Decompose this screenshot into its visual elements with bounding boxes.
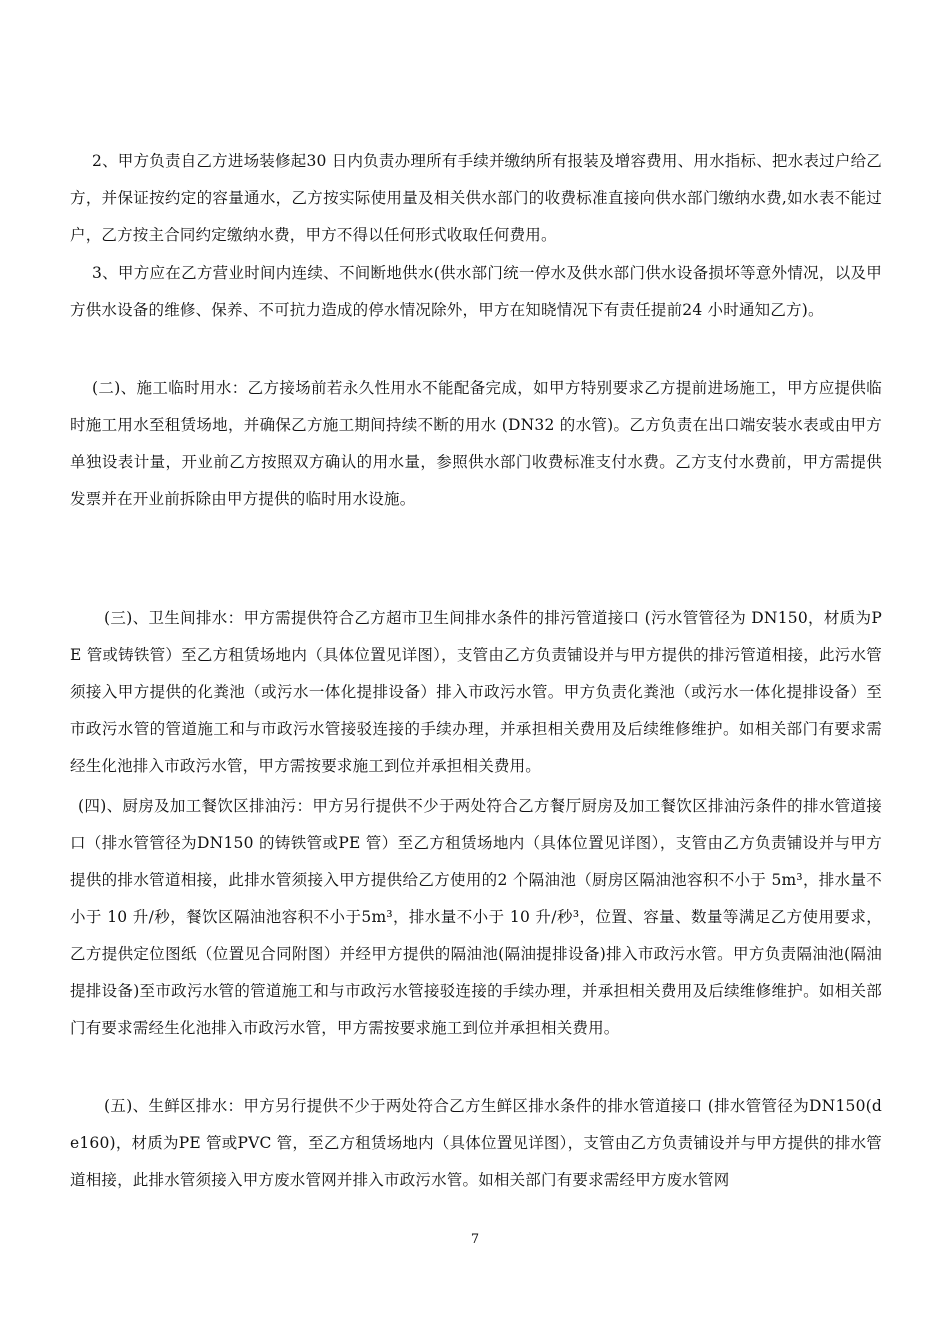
paragraph-continuous-water-supply: 3、甲方应在乙方营业时间内连续、不间断地供水(供水部门统一停水及供水部门供水设备损坏等意外情况，以及甲方供水设备的维修、保养、不可抗力造成的停水情况除外，甲方在知晓情况下有责任提前24 小时通知乙方)。 [70,264,882,319]
paragraph-kitchen-oil-drainage: (四)、厨房及加工餐饮区排油污：甲方另行提供不少于两处符合乙方餐厅厨房及加工餐饮区排油污条件的排水管道接口（排水管管径为DN150 的铸铁管或PE 管）至乙方租赁场地内（具体位置见详图），支管由乙方负责铺设并与甲方提供的排水管道相接，此排水管须接入甲方提供给乙方使用的2 个隔油池（厨房区隔油池容积不小于 5m³，排水量不小于 10 升/秒，餐饮区隔油池容积不小于5m³，排水量不小于 10 升/秒³，位置、容量、数量等满足乙方使用要求，乙方提供定位图纸（位置见合同附图）并经甲方提供的隔油池(隔油提排设备)排入市政污水管。甲方负责隔油池(隔油提排设备)至市政污水管的管道施工和与市政污水管接驳连接的手续办理，并承担相关费用及后续维修维护。如相关部门有要求需经生化池排入市政污水管，甲方需按要求施工到位并承担相关费用。 [70,797,882,1037]
paragraph-temporary-construction-water: (二)、施工临时用水：乙方接场前若永久性用水不能配备完成，如甲方特别要求乙方提前进场施工，甲方应提供临时施工用水至租赁场地，并确保乙方施工期间持续不断的用水 (DN32 的水管)。乙方负责在出口端安装水表或由甲方单独设表计量，开业前乙方按照双方确认的用水量，参照供水部门收费标准支付水费。乙方支付水费前，甲方需提供发票并在开业前拆除由甲方提供的临时用水设施。 [70,379,882,508]
page-number: 7 [470,1232,480,1247]
paragraph-fresh-area-drainage: (五)、生鲜区排水：甲方另行提供不少于两处符合乙方生鲜区排水条件的排水管道接口 (排水管管径为DN150(de160)，材质为PE 管或PVC 管，至乙方租赁场地内（具体位置见详图），支管由乙方负责铺设并与甲方提供的排水管道相接，此排水管须接入甲方废水管网并排入市政污水管。如相关部门有要求需经甲方废水管网 [70,1097,882,1189]
paragraph-water-meter-transfer: 2、甲方负责自乙方进场装修起30 日内负责办理所有手续并缴纳所有报装及增容费用、用水指标、把水表过户给乙方，并保证按约定的容量通水，乙方按实际使用量及相关供水部门的收费标准直接向供水部门缴纳水费,如水表不能过户，乙方按主合同约定缴纳水费，甲方不得以任何形式收取任何费用。 [70,152,882,244]
paragraph-restroom-drainage: (三)、卫生间排水：甲方需提供符合乙方超市卫生间排水条件的排污管道接口 (污水管管径为 DN150，材质为PE 管或铸铁管）至乙方租赁场地内（具体位置见详图），支管由乙方负责铺设并与甲方提供的排污管道相接，此污水管须接入甲方提供的化粪池（或污水一体化提排设备）排入市政污水管。甲方负责化粪池（或污水一体化提排设备）至市政污水管的管道施工和与市政污水管接驳连接的手续办理，并承担相关费用及后续维修维护。如相关部门有要求需经生化池排入市政污水管，甲方需按要求施工到位并承担相关费用。 [70,609,882,775]
